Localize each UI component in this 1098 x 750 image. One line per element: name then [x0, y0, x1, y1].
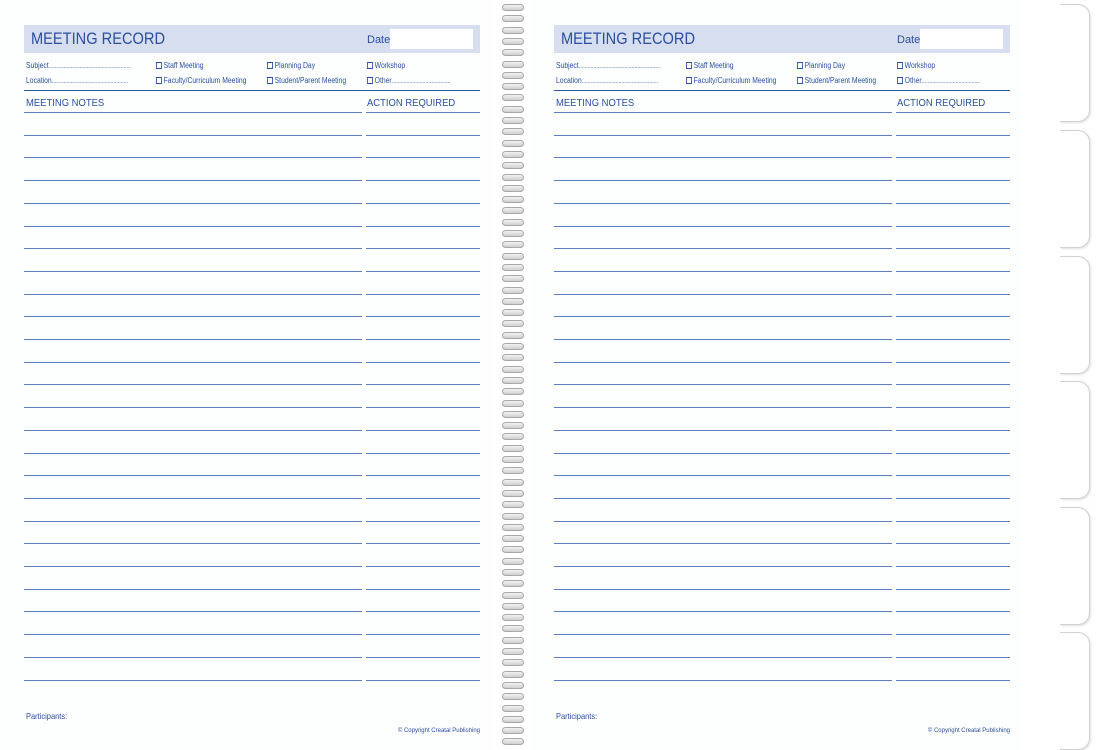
ruled-line[interactable]: [554, 271, 1010, 272]
notes-line[interactable]: [24, 407, 362, 408]
ruled-line[interactable]: [24, 407, 480, 408]
action-line[interactable]: [896, 203, 1010, 204]
action-line[interactable]: [896, 135, 1010, 136]
student-parent-meeting-checkbox[interactable]: [267, 76, 346, 85]
header-bar: [554, 25, 1010, 53]
spiral-coil-icon: [502, 38, 524, 45]
notes-line[interactable]: [554, 384, 892, 385]
action-line[interactable]: [896, 157, 1010, 158]
student-parent-meeting-label: Student/Parent Meeting: [274, 76, 347, 85]
notes-line[interactable]: [24, 157, 362, 158]
action-line[interactable]: [366, 453, 480, 454]
spiral-coil-icon: [502, 15, 524, 22]
date-label: Date: [897, 34, 921, 46]
spiral-coil-icon: [502, 241, 524, 248]
action-line[interactable]: [896, 248, 1010, 249]
notes-line[interactable]: [554, 248, 892, 249]
spiral-coil-icon: [502, 693, 524, 700]
date-label: Date: [367, 34, 391, 46]
ruled-line[interactable]: [554, 589, 1010, 590]
spiral-coil-icon: [502, 614, 524, 621]
action-line[interactable]: [896, 271, 1010, 272]
action-line[interactable]: [366, 203, 480, 204]
spiral-coil-icon: [502, 83, 524, 90]
ruled-line[interactable]: [554, 611, 1010, 612]
notes-line[interactable]: [24, 657, 362, 658]
ruled-line[interactable]: [554, 657, 1010, 658]
spiral-binding: [490, 0, 530, 750]
action-line[interactable]: [896, 475, 1010, 476]
action-line[interactable]: [366, 566, 480, 567]
action-line[interactable]: [896, 362, 1010, 363]
ruled-line[interactable]: [554, 498, 1010, 499]
ruled-line[interactable]: [554, 566, 1010, 567]
action-line[interactable]: [896, 430, 1010, 431]
ruled-line[interactable]: [554, 316, 1010, 317]
action-line[interactable]: [896, 339, 1010, 340]
other-checkbox[interactable]: Other........................................: [897, 76, 980, 85]
ruled-line[interactable]: [24, 543, 480, 544]
notes-line[interactable]: [24, 271, 362, 272]
other-label: Other: [904, 76, 922, 85]
spiral-coil-icon: [502, 433, 524, 440]
planning-day-label: Planning Day: [274, 61, 316, 70]
workshop-label: Workshop: [904, 61, 936, 70]
action-line[interactable]: [366, 112, 480, 113]
spiral-coil-icon: [502, 230, 524, 237]
action-line[interactable]: [366, 294, 480, 295]
notes-line[interactable]: [24, 339, 362, 340]
divider-tab[interactable]: [1060, 130, 1090, 248]
ruled-line[interactable]: [554, 430, 1010, 431]
spiral-coil-icon: [502, 140, 524, 147]
spiral-coil-icon: [502, 275, 524, 282]
spiral-coil-icon: [502, 366, 524, 373]
spiral-coil-icon: [502, 716, 524, 723]
spiral-coil-icon: [502, 467, 524, 474]
ruled-line[interactable]: [24, 157, 480, 158]
spiral-coil-icon: [502, 72, 524, 79]
spiral-coil-icon: [502, 219, 524, 226]
page-title: MEETING RECORD: [561, 29, 696, 48]
checkbox-icon: [686, 77, 692, 84]
right-page: [530, 0, 1020, 750]
ruled-line[interactable]: [24, 362, 480, 363]
ruled-line[interactable]: [24, 180, 480, 181]
ruled-line[interactable]: [554, 407, 1010, 408]
spiral-coil-icon: [502, 343, 524, 350]
ruled-line[interactable]: [554, 112, 1010, 113]
divider-tabs: [1030, 0, 1098, 750]
notes-line[interactable]: [554, 430, 892, 431]
ruled-line[interactable]: [24, 475, 480, 476]
planning-day-checkbox[interactable]: [267, 61, 315, 70]
divider-tab[interactable]: [1060, 4, 1090, 122]
divider-tab[interactable]: [1060, 381, 1090, 499]
date-field[interactable]: [920, 29, 1003, 49]
notes-line[interactable]: [24, 294, 362, 295]
ruled-line[interactable]: [554, 384, 1010, 385]
action-required-heading: ACTION REQUIRED: [367, 97, 456, 109]
spiral-coil-icon: [502, 479, 524, 486]
notes-line[interactable]: [24, 498, 362, 499]
action-line[interactable]: [896, 294, 1010, 295]
checkbox-icon: [797, 77, 803, 84]
ruled-line[interactable]: [24, 498, 480, 499]
spiral-coil-icon: [502, 354, 524, 361]
notes-line[interactable]: [24, 180, 362, 181]
action-line[interactable]: [896, 180, 1010, 181]
action-line[interactable]: [896, 611, 1010, 612]
notes-line[interactable]: [554, 543, 892, 544]
spiral-coil-icon: [502, 388, 524, 395]
staff-meeting-label: Staff Meeting: [693, 61, 734, 70]
action-line[interactable]: [366, 475, 480, 476]
action-line[interactable]: [366, 316, 480, 317]
action-line[interactable]: [366, 362, 480, 363]
spiral-coil-icon: [502, 671, 524, 678]
notes-line[interactable]: [24, 384, 362, 385]
spiral-coil-icon: [502, 456, 524, 463]
participants-label: Participants:: [26, 711, 68, 721]
checkbox-icon: [686, 62, 692, 69]
notes-line[interactable]: [24, 362, 362, 363]
ruled-line[interactable]: [24, 339, 480, 340]
faculty-meeting-checkbox[interactable]: [686, 76, 776, 85]
action-line[interactable]: [896, 634, 1010, 635]
ruled-line[interactable]: [554, 157, 1010, 158]
ruled-line[interactable]: [554, 521, 1010, 522]
location-field[interactable]: Location....................................................: [26, 76, 128, 85]
spiral-coil-icon: [502, 682, 524, 689]
ruled-line[interactable]: [554, 135, 1010, 136]
notes-line[interactable]: [24, 566, 362, 567]
location-field[interactable]: Location....................................................: [556, 76, 658, 85]
left-page: [0, 0, 490, 750]
ruled-line[interactable]: [554, 362, 1010, 363]
ruled-line[interactable]: [24, 135, 480, 136]
spiral-coil-icon: [502, 445, 524, 452]
spiral-coil-icon: [502, 106, 524, 113]
notes-line[interactable]: [24, 521, 362, 522]
ruled-line[interactable]: [554, 339, 1010, 340]
notes-line[interactable]: [554, 407, 892, 408]
notes-line[interactable]: [554, 362, 892, 363]
spiral-coil-icon: [502, 569, 524, 576]
spiral-coil-icon: [502, 207, 524, 214]
action-line[interactable]: [366, 680, 480, 681]
action-line[interactable]: [366, 180, 480, 181]
action-line[interactable]: [896, 384, 1010, 385]
meeting-notes-heading: MEETING NOTES: [26, 97, 105, 109]
faculty-meeting-label: Faculty/Curriculum Meeting: [163, 76, 247, 85]
notes-line[interactable]: [24, 203, 362, 204]
spiral-coil-icon: [502, 253, 524, 260]
notes-line[interactable]: [24, 248, 362, 249]
workshop-checkbox[interactable]: [897, 61, 935, 70]
staff-meeting-checkbox[interactable]: [686, 61, 734, 70]
action-line[interactable]: [896, 407, 1010, 408]
ruled-line[interactable]: [24, 294, 480, 295]
page-title: MEETING RECORD: [31, 29, 166, 48]
checkbox-icon: [797, 62, 803, 69]
other-checkbox[interactable]: Other........................................: [367, 76, 450, 85]
spiral-coil-icon: [502, 422, 524, 429]
ruled-line[interactable]: [24, 271, 480, 272]
checkbox-icon: [897, 77, 903, 84]
spiral-coil-icon: [502, 94, 524, 101]
spiral-coil-icon: [502, 637, 524, 644]
notes-line[interactable]: [554, 180, 892, 181]
notes-line[interactable]: [554, 203, 892, 204]
notes-line[interactable]: [24, 475, 362, 476]
ruled-line[interactable]: [554, 294, 1010, 295]
action-line[interactable]: [896, 521, 1010, 522]
ruled-line[interactable]: [24, 248, 480, 249]
spiral-coil-icon: [502, 162, 524, 169]
action-line[interactable]: [366, 589, 480, 590]
notes-line[interactable]: [554, 112, 892, 113]
notes-line[interactable]: [24, 112, 362, 113]
action-line[interactable]: [896, 316, 1010, 317]
meeting-notes-heading: MEETING NOTES: [556, 97, 635, 109]
action-required-heading: ACTION REQUIRED: [897, 97, 986, 109]
checkbox-icon: [267, 77, 273, 84]
spiral-coil-icon: [502, 546, 524, 553]
spiral-coil-icon: [502, 151, 524, 158]
workshop-checkbox[interactable]: [367, 61, 405, 70]
participants-label: Participants:: [556, 711, 598, 721]
header-rule: [24, 90, 480, 91]
spiral-coil-icon: [502, 580, 524, 587]
notes-line[interactable]: [554, 521, 892, 522]
action-line[interactable]: [896, 226, 1010, 227]
spiral-coil-icon: [502, 625, 524, 632]
spiral-coil-icon: [502, 196, 524, 203]
notes-line[interactable]: [554, 271, 892, 272]
action-line[interactable]: [896, 589, 1010, 590]
planning-day-checkbox[interactable]: [797, 61, 845, 70]
spiral-coil-icon: [502, 27, 524, 34]
notes-line[interactable]: [24, 226, 362, 227]
ruled-line[interactable]: [554, 543, 1010, 544]
notes-line[interactable]: [24, 543, 362, 544]
location-label: Location: [26, 76, 52, 85]
notes-line[interactable]: [554, 157, 892, 158]
notes-line[interactable]: [554, 611, 892, 612]
notes-line[interactable]: [554, 657, 892, 658]
other-label: Other: [374, 76, 392, 85]
ruled-line[interactable]: [554, 634, 1010, 635]
action-line[interactable]: [366, 271, 480, 272]
spiral-coil-icon: [502, 727, 524, 734]
notes-line[interactable]: [554, 498, 892, 499]
spiral-coil-icon: [502, 411, 524, 418]
header-bar: [24, 25, 480, 53]
ruled-line[interactable]: [24, 453, 480, 454]
ruled-line[interactable]: [24, 680, 480, 681]
planning-day-label: Planning Day: [804, 61, 846, 70]
spiral-coil-icon: [502, 603, 524, 610]
header-rule: [554, 90, 1010, 91]
notes-line[interactable]: [554, 316, 892, 317]
spiral-coil-icon: [502, 513, 524, 520]
location-label: Location: [556, 76, 582, 85]
ruled-line[interactable]: [554, 453, 1010, 454]
notes-line[interactable]: [24, 453, 362, 454]
action-line[interactable]: [896, 453, 1010, 454]
notes-line[interactable]: [24, 316, 362, 317]
notes-line[interactable]: [554, 339, 892, 340]
notes-line[interactable]: [554, 294, 892, 295]
action-line[interactable]: [366, 657, 480, 658]
subject-label: Subject: [26, 61, 49, 70]
ruled-line[interactable]: [24, 226, 480, 227]
ruled-line[interactable]: [24, 657, 480, 658]
notes-line[interactable]: [554, 680, 892, 681]
spiral-coil-icon: [502, 309, 524, 316]
action-line[interactable]: [366, 430, 480, 431]
ruled-line[interactable]: [24, 112, 480, 113]
action-line[interactable]: [366, 634, 480, 635]
notes-line[interactable]: [24, 634, 362, 635]
spiral-coil-icon: [502, 185, 524, 192]
checkbox-icon: [267, 62, 273, 69]
spiral-coil-icon: [502, 524, 524, 531]
student-parent-meeting-checkbox[interactable]: [797, 76, 876, 85]
spiral-coil-icon: [502, 332, 524, 339]
ruled-line[interactable]: [24, 203, 480, 204]
action-line[interactable]: [896, 657, 1010, 658]
checkbox-icon: [156, 77, 162, 84]
subject-label: Subject: [556, 61, 579, 70]
spiral-coil-icon: [502, 298, 524, 305]
divider-tab[interactable]: [1060, 256, 1090, 374]
action-line[interactable]: [366, 135, 480, 136]
notes-line[interactable]: [554, 453, 892, 454]
copyright-text: © Copyright Creatal Publishing: [927, 728, 1010, 734]
staff-meeting-label: Staff Meeting: [163, 61, 204, 70]
copyright-text: © Copyright Creatal Publishing: [397, 728, 480, 734]
spiral-coil-icon: [502, 592, 524, 599]
spiral-coil-icon: [502, 320, 524, 327]
spiral-coil-icon: [502, 128, 524, 135]
subject-field[interactable]: Subject........................................................: [556, 61, 661, 70]
notes-line[interactable]: [554, 475, 892, 476]
action-line[interactable]: [366, 521, 480, 522]
spiral-coil-icon: [502, 659, 524, 666]
action-line[interactable]: [366, 157, 480, 158]
notes-line[interactable]: [24, 430, 362, 431]
ruled-line[interactable]: [24, 566, 480, 567]
ruled-line[interactable]: [554, 475, 1010, 476]
notes-line[interactable]: [24, 135, 362, 136]
divider-tab[interactable]: [1060, 507, 1090, 625]
date-field[interactable]: [390, 29, 473, 49]
notes-line[interactable]: [554, 634, 892, 635]
ruled-line[interactable]: [554, 680, 1010, 681]
action-line[interactable]: [896, 498, 1010, 499]
spiral-coil-icon: [502, 4, 524, 11]
spiral-coil-icon: [502, 648, 524, 655]
checkbox-icon: [897, 62, 903, 69]
action-line[interactable]: [366, 339, 480, 340]
action-line[interactable]: [366, 498, 480, 499]
faculty-meeting-checkbox[interactable]: [156, 76, 246, 85]
spiral-coil-icon: [502, 49, 524, 56]
spiral-coil-icon: [502, 264, 524, 271]
student-parent-meeting-label: Student/Parent Meeting: [804, 76, 877, 85]
action-line[interactable]: [896, 112, 1010, 113]
action-line[interactable]: [366, 384, 480, 385]
workshop-label: Workshop: [374, 61, 406, 70]
notes-line[interactable]: [554, 226, 892, 227]
checkbox-icon: [156, 62, 162, 69]
notes-line[interactable]: [24, 611, 362, 612]
divider-tab[interactable]: [1060, 632, 1090, 750]
action-line[interactable]: [896, 680, 1010, 681]
notes-line[interactable]: [554, 135, 892, 136]
action-line[interactable]: [896, 543, 1010, 544]
ruled-line[interactable]: [24, 430, 480, 431]
spiral-coil-icon: [502, 738, 524, 745]
ruled-line[interactable]: [24, 634, 480, 635]
ruled-line[interactable]: [24, 316, 480, 317]
action-line[interactable]: [366, 611, 480, 612]
spiral-coil-icon: [502, 61, 524, 68]
action-line[interactable]: [366, 248, 480, 249]
ruled-line[interactable]: [554, 226, 1010, 227]
ruled-line[interactable]: [554, 248, 1010, 249]
notes-line[interactable]: [554, 589, 892, 590]
spiral-coil-icon: [502, 535, 524, 542]
action-line[interactable]: [366, 407, 480, 408]
staff-meeting-checkbox[interactable]: [156, 61, 204, 70]
spiral-coil-icon: [502, 400, 524, 407]
action-line[interactable]: [896, 566, 1010, 567]
ruled-line[interactable]: [554, 180, 1010, 181]
faculty-meeting-label: Faculty/Curriculum Meeting: [693, 76, 777, 85]
checkbox-icon: [367, 77, 373, 84]
ruled-line[interactable]: [24, 521, 480, 522]
notes-line[interactable]: [24, 680, 362, 681]
spiral-coil-icon: [502, 558, 524, 565]
ruled-line[interactable]: [24, 384, 480, 385]
spiral-coil-icon: [502, 287, 524, 294]
spiral-coil-icon: [502, 501, 524, 508]
subject-field[interactable]: Subject........................................................: [26, 61, 131, 70]
action-line[interactable]: [366, 543, 480, 544]
ruled-line[interactable]: [24, 611, 480, 612]
notes-line[interactable]: [24, 589, 362, 590]
spiral-coil-icon: [502, 490, 524, 497]
spiral-coil-icon: [502, 174, 524, 181]
spiral-coil-icon: [502, 377, 524, 384]
ruled-line[interactable]: [554, 203, 1010, 204]
checkbox-icon: [367, 62, 373, 69]
action-line[interactable]: [366, 226, 480, 227]
spiral-coil-icon: [502, 117, 524, 124]
ruled-line[interactable]: [24, 589, 480, 590]
notes-line[interactable]: [554, 566, 892, 567]
spiral-coil-icon: [502, 705, 524, 712]
